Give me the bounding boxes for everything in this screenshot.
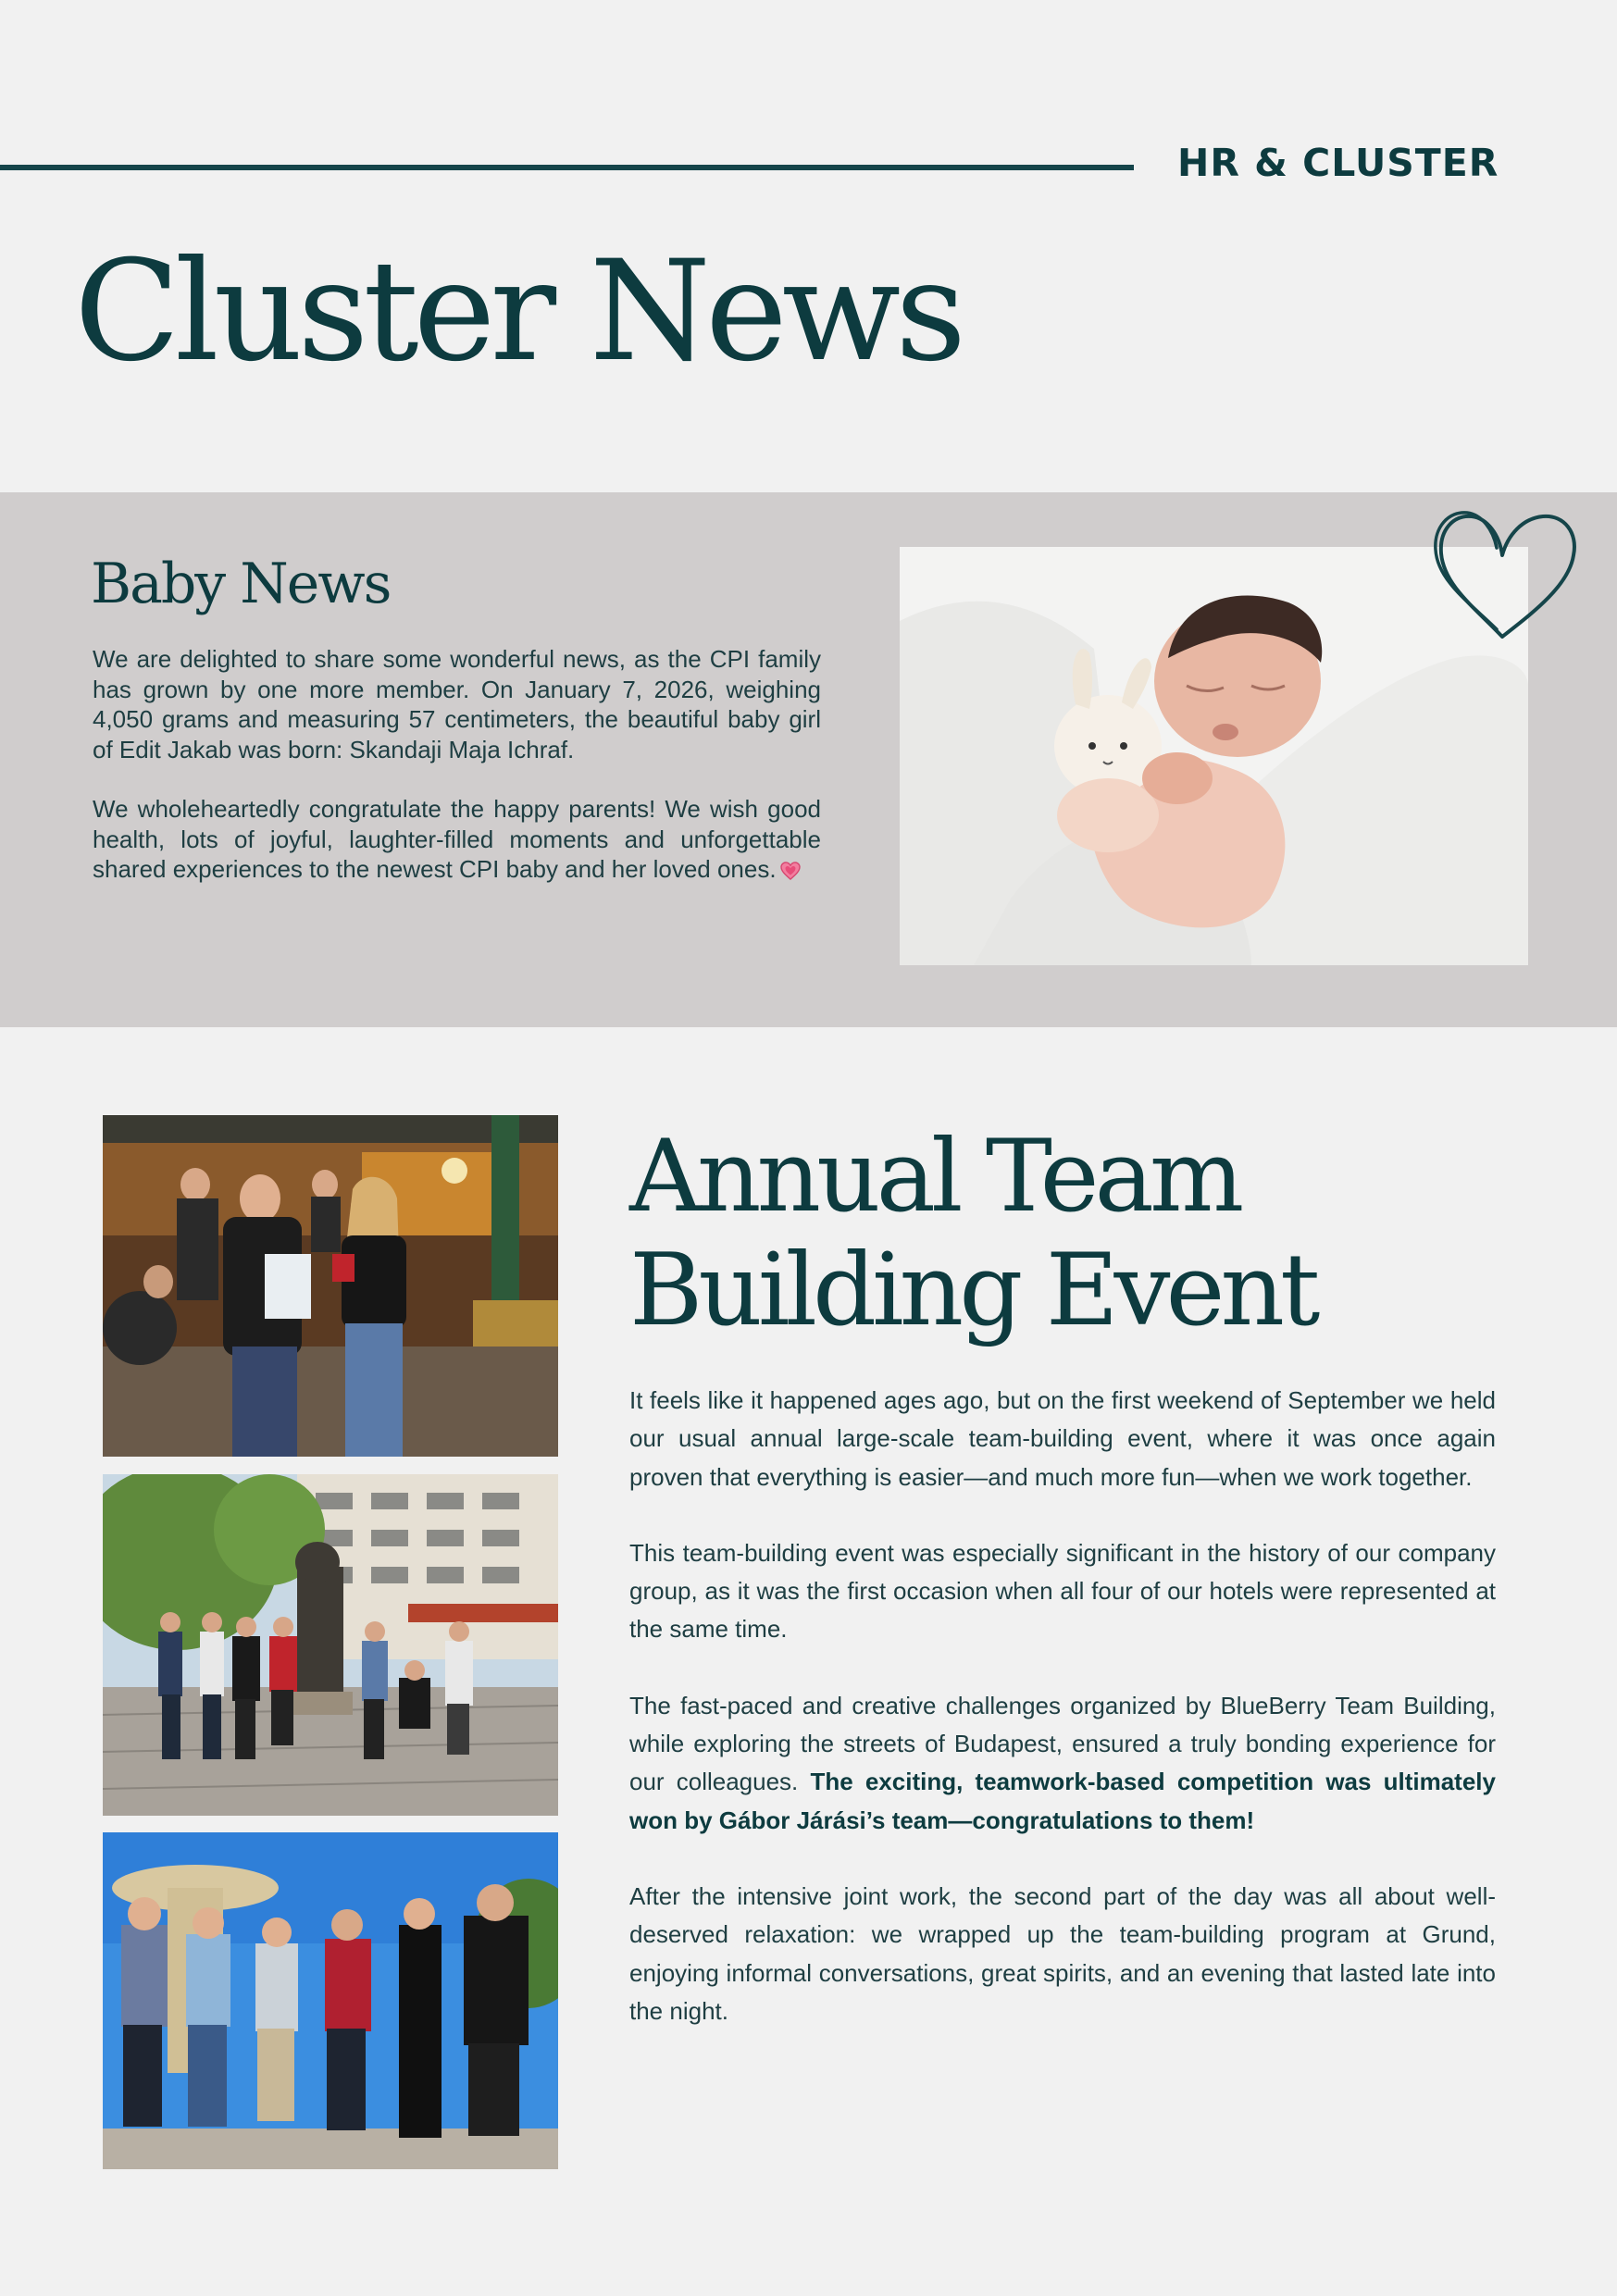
team-statue-square-photo — [103, 1474, 558, 1816]
baby-news-paragraph — [93, 794, 821, 885]
team-fountain-photo — [103, 1832, 558, 2169]
page-title: Cluster News — [74, 231, 962, 392]
baby-news-paragraph: We are delighted to share some wonderful news, as the CPI family has grown by one more member. On January 7, 2026, weighing 4,050 grams and measuring 57 centimeters, the beautiful baby girl of Edit Jakab was born: Skandaji Maja Ichraf. — [93, 645, 821, 763]
section-label: HR & CLUSTER — [1177, 141, 1499, 185]
team-building-paragraph: This team-building event was especially significant in the history of our company group, as it was the first occasion when all four of our hotels were represented at the same time. — [629, 1538, 1496, 1644]
pink-heart-icon — [780, 862, 801, 880]
team-building-paragraph: It feels like it happened ages ago, but on the first weekend of September we held our usual annual large-scale team-building event, where it was once again proven that everything is easier—and much more fun—when we work together. — [629, 1386, 1496, 1491]
team-building-paragraph: After the intensive joint work, the second part of the day was all about well-deserved relaxation: we wrapped up the team-building program at Grund, enjoying informal conversations, great spirits, and an evening that lasted late into the night. — [629, 1881, 1496, 2025]
outline-heart-icon — [1430, 507, 1587, 646]
baby-news-title: Baby News — [91, 552, 391, 616]
header-rule — [0, 165, 1134, 170]
baby-news-body — [93, 644, 821, 914]
team-building-title: Annual Team Building Event — [629, 1119, 1316, 1348]
baby-news-paragraph-text: We wholeheartedly congratulate the happy parents! We wish good health, lots of joyful, laughter-filled moments and unforgettable shared experiences to the newest CPI baby and her loved ones. — [93, 795, 821, 883]
team-building-paragraph-text: The fast-paced and creative challenges organized by BlueBerry Team Building, while exploring the streets of Budapest, ensured a truly bonding experience for our colleagues. — [629, 1691, 1496, 1796]
team-building-paragraph — [629, 1687, 1496, 1840]
team-building-body — [629, 1382, 1496, 2068]
team-building-winner-highlight: The exciting, teamwork-based competition was ultimately won by Gábor Járási’s team—congratulations to them! — [629, 1768, 1496, 1834]
team-celebration-photo — [103, 1115, 558, 1457]
